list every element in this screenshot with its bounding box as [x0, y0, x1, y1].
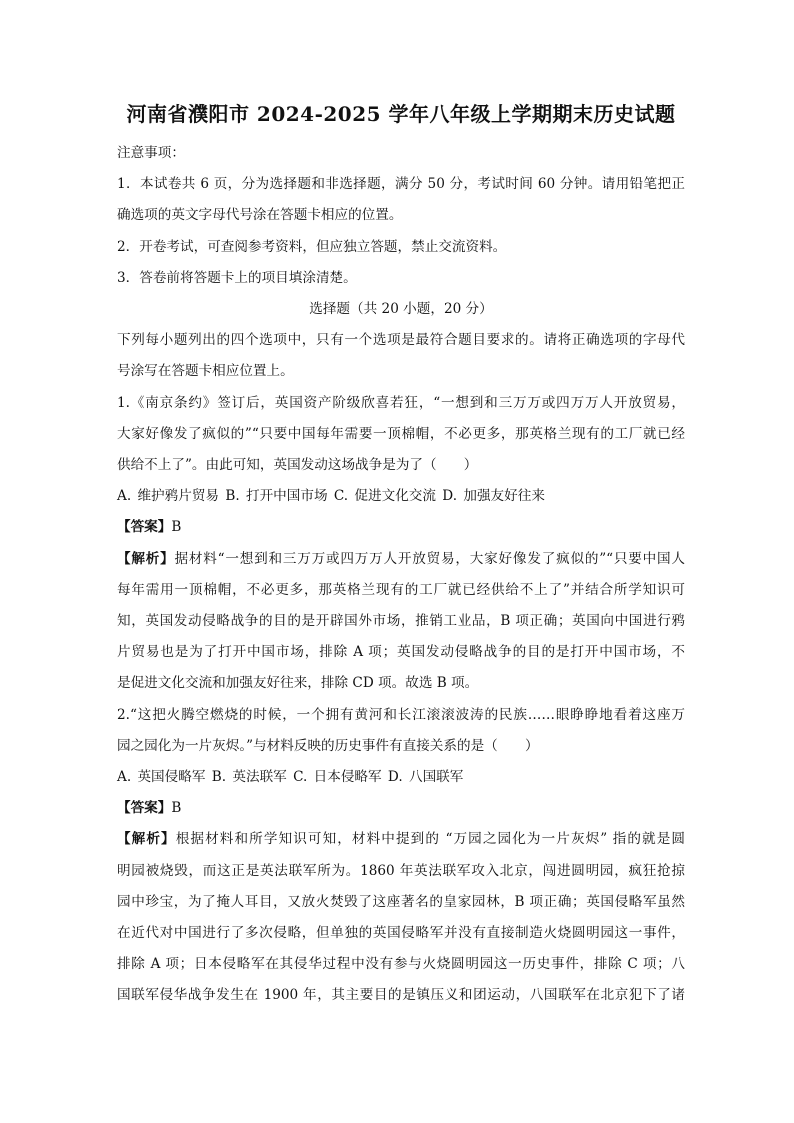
- answer-label: 【答案】: [117, 519, 172, 536]
- notice-1-line-1: 1．本试卷共 6 页，分为选择题和非选择题，满分 50 分，考试时间 60 分钟。请用铅笔把正: [117, 176, 685, 193]
- analysis-line: 园中珍宝，为了掩人耳目，又放火焚毁了这座著名的皇家园林，B 项正确；英国侵略军虽然: [117, 893, 685, 910]
- notice-heading: 注意事项：: [117, 145, 185, 161]
- analysis-line: 明园被烧毁，而这正是英法联军所为。1860 年英法联军攻入北京，闯进圆明园，疯狂抢掠: [117, 862, 685, 879]
- question-options: A. 维护鸦片贸易 B. 打开中国市场 C. 促进文化交流 D. 加强友好往来: [117, 488, 545, 505]
- answer-value: B: [171, 800, 182, 817]
- analysis-label: 【解析】: [117, 550, 175, 567]
- section-title: 选择题（共 20 小题，20 分）: [309, 301, 493, 318]
- analysis-line: 片贸易也是为了打开中国市场，排除 A 项；英国发动侵略战争的目的是打开中国市场，不: [117, 644, 685, 661]
- exam-page: [117, 100, 685, 1012]
- question-2: [117, 700, 685, 1012]
- section-intro-line-2: 号涂写在答题卡相应位置上。: [117, 363, 294, 380]
- answer-line: [117, 793, 685, 824]
- answer-value: B: [171, 519, 182, 536]
- analysis-line: 知，英国发动侵略战争的目的是开辟国外市场，推销工业品，B 项正确；英国向中国进行鸦: [117, 613, 685, 630]
- notice-1-line-2: 确选项的英文字母代号涂在答题卡相应的位置。: [117, 207, 403, 224]
- analysis-line: [117, 824, 685, 855]
- exam-title: 河南省濮阳市 2024-2025 学年八年级上学期期末历史试题: [126, 102, 676, 126]
- analysis-line: [117, 544, 685, 575]
- section-intro-line-1: 下列每小题列出的四个选项中，只有一个选项是最符合题目要求的。请将正确选项的字母代: [117, 332, 685, 349]
- question-stem-line: 大家好像发了疯似的”“只要中国每年需要一顶棉帽，不必更多，那英格兰现有的工厂就已经: [117, 425, 685, 442]
- answer-label: 【答案】: [117, 800, 172, 817]
- analysis-line: 在近代对中国进行了多次侵略，但单独的英国侵略军并没有直接制造火烧圆明园这一事件，: [117, 925, 685, 942]
- analysis-text: 据材料“一想到和三万万或四万万人开放贸易，大家好像发了疯似的”“只要中国人: [174, 550, 685, 567]
- analysis-text: 根据材料和所学知识可知，材料中提到的 “万园之园化为一片灰烬” 指的就是圆: [175, 831, 685, 848]
- analysis-line: 国联军侵华战争发生在 1900 年，其主要目的是镇压义和团运动，八国联军在北京犯下了诸: [117, 987, 685, 1004]
- analysis-line: 排除 A 项；日本侵略军在其侵华过程中没有参与火烧圆明园这一历史事件，排除 C 项；八: [117, 956, 685, 973]
- analysis-line: 是促进文化交流和加强友好往来，排除 CD 项。故选 B 项。: [117, 675, 479, 692]
- notice-2: 2．开卷考试，可查阅参考资料，但应独立答题，禁止交流资料。: [117, 238, 507, 255]
- question-options: A. 英国侵略军 B. 英法联军 C. 日本侵略军 D. 八国联军: [117, 769, 464, 786]
- question-stem-line: 供给不上了”。由此可知，英国发动这场战争是为了（ ）: [117, 457, 478, 474]
- analysis-line: 每年需用一顶棉帽，不必更多，那英格兰现有的工厂就已经供给不上了”并结合所学知识可: [117, 581, 685, 598]
- question-1: [117, 388, 685, 700]
- question-stem-line: 园之园化为一片灰烬。”与材料反映的历史事件有直接关系的是（ ）: [117, 737, 539, 754]
- notice-3: 3．答卷前将答题卡上的项目填涂清楚。: [117, 269, 357, 286]
- question-stem-line: 2.“这把火腾空燃烧的时候，一个拥有黄河和长江滚滚波涛的民族……眼睁睁地看着这座万: [117, 706, 685, 723]
- answer-line: [117, 512, 685, 543]
- question-stem-line: 1.《南京条约》签订后，英国资产阶级欣喜若狂，“一想到和三万万或四万万人开放贸易，: [117, 394, 685, 411]
- analysis-label: 【解析】: [117, 831, 176, 848]
